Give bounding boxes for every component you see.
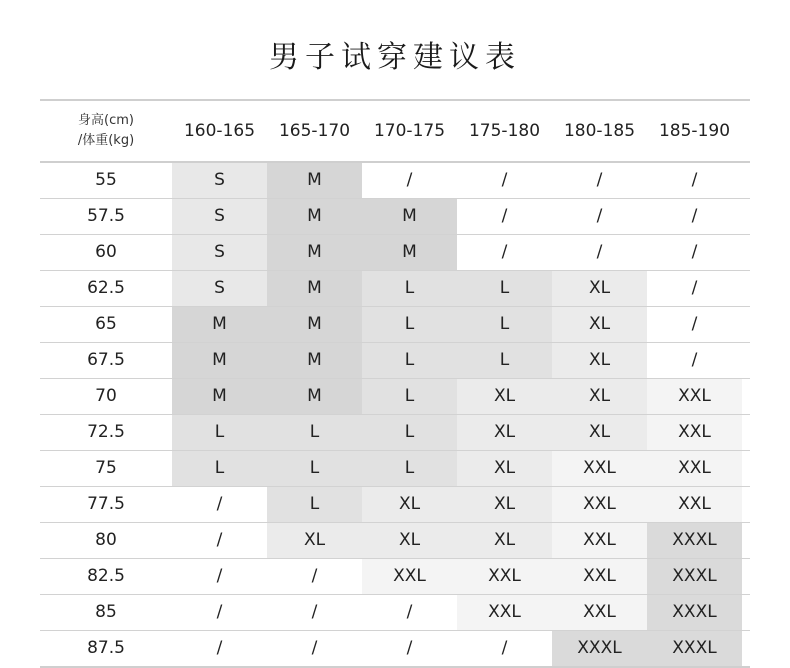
- size-cell: XXL: [552, 595, 647, 630]
- table-row: [40, 559, 750, 595]
- size-cell: XL: [457, 523, 552, 558]
- weight-cell: 62.5: [87, 278, 125, 298]
- weight-cell: 72.5: [87, 422, 125, 442]
- size-cell: /: [647, 307, 742, 342]
- table-body: [40, 163, 750, 668]
- size-cell: XXL: [457, 595, 552, 630]
- size-cell: M: [267, 271, 362, 306]
- size-cell: L: [267, 487, 362, 522]
- size-cell: L: [172, 415, 267, 450]
- size-cell: XL: [457, 379, 552, 414]
- size-cell: L: [362, 415, 457, 450]
- size-cell: M: [172, 379, 267, 414]
- size-cell: L: [172, 451, 267, 486]
- table-row: [40, 595, 750, 631]
- weight-cell: 65: [95, 314, 117, 334]
- size-cell: XL: [552, 379, 647, 414]
- size-cell: /: [172, 631, 267, 666]
- size-cell: /: [647, 343, 742, 378]
- size-cell: /: [552, 199, 647, 234]
- size-cell: XXL: [647, 379, 742, 414]
- size-cell: M: [267, 379, 362, 414]
- size-cell: XL: [552, 343, 647, 378]
- size-cell: L: [362, 307, 457, 342]
- page-title: 男子试穿建议表: [269, 40, 521, 75]
- size-cell: XL: [457, 451, 552, 486]
- size-cell: /: [647, 271, 742, 306]
- size-cell: /: [172, 559, 267, 594]
- table-row: [40, 163, 750, 199]
- height-header: 165-170: [278, 121, 351, 141]
- size-cell: L: [457, 271, 552, 306]
- table-row: [40, 487, 750, 523]
- size-cell: L: [362, 379, 457, 414]
- corner-header: [40, 111, 172, 151]
- size-cell: /: [267, 559, 362, 594]
- size-cell: XXL: [552, 451, 647, 486]
- size-cell: /: [457, 235, 552, 270]
- size-cell: /: [172, 595, 267, 630]
- size-cell: /: [267, 595, 362, 630]
- size-cell: M: [267, 163, 362, 198]
- size-cell: S: [172, 199, 267, 234]
- size-cell: M: [267, 343, 362, 378]
- weight-cell: 77.5: [87, 494, 125, 514]
- size-cell: /: [362, 595, 457, 630]
- table-row: [40, 415, 750, 451]
- size-cell: /: [172, 487, 267, 522]
- size-cell: L: [362, 451, 457, 486]
- size-cell: XL: [362, 487, 457, 522]
- weight-cell: 85: [95, 602, 117, 622]
- size-cell: /: [267, 631, 362, 666]
- size-table: [40, 99, 750, 668]
- size-cell: M: [172, 307, 267, 342]
- weight-cell: 87.5: [87, 638, 125, 658]
- size-cell: XXXL: [647, 595, 742, 630]
- size-cell: XL: [457, 487, 552, 522]
- height-header: 175-180: [468, 121, 541, 141]
- size-cell: XXL: [647, 415, 742, 450]
- size-cell: M: [362, 235, 457, 270]
- size-cell: L: [362, 271, 457, 306]
- size-cell: M: [362, 199, 457, 234]
- size-cell: XL: [457, 415, 552, 450]
- size-cell: L: [267, 415, 362, 450]
- size-cell: L: [267, 451, 362, 486]
- size-cell: XXXL: [647, 523, 742, 558]
- height-header: 185-190: [658, 121, 731, 141]
- size-cell: S: [172, 163, 267, 198]
- size-cell: XXL: [552, 559, 647, 594]
- size-cell: /: [362, 631, 457, 666]
- size-cell: L: [457, 343, 552, 378]
- table-row: [40, 523, 750, 559]
- table-row: [40, 199, 750, 235]
- size-cell: /: [647, 163, 742, 198]
- size-cell: XL: [552, 415, 647, 450]
- size-cell: XL: [552, 307, 647, 342]
- size-cell: /: [457, 163, 552, 198]
- size-cell: /: [552, 235, 647, 270]
- table-row: [40, 307, 750, 343]
- size-cell: XXXL: [647, 631, 742, 666]
- weight-cell: 80: [95, 530, 117, 550]
- table-row: [40, 271, 750, 307]
- size-cell: XXXL: [552, 631, 647, 666]
- size-cell: XXL: [647, 451, 742, 486]
- weight-cell: 55: [95, 170, 117, 190]
- table-row: [40, 235, 750, 271]
- table-row: [40, 343, 750, 379]
- size-cell: XXL: [552, 487, 647, 522]
- size-cell: /: [172, 523, 267, 558]
- size-cell: L: [457, 307, 552, 342]
- size-cell: /: [647, 235, 742, 270]
- size-cell: M: [267, 307, 362, 342]
- weight-cell: 67.5: [87, 350, 125, 370]
- size-cell: S: [172, 235, 267, 270]
- size-cell: /: [457, 199, 552, 234]
- size-cell: XXL: [362, 559, 457, 594]
- weight-cell: 60: [95, 242, 117, 262]
- size-cell: XXL: [647, 487, 742, 522]
- size-cell: M: [267, 199, 362, 234]
- size-cell: /: [552, 163, 647, 198]
- height-header: 170-175: [373, 121, 446, 141]
- size-cell: XXL: [457, 559, 552, 594]
- size-cell: XXXL: [647, 559, 742, 594]
- size-cell: /: [362, 163, 457, 198]
- size-cell: M: [172, 343, 267, 378]
- weight-cell: 70: [95, 386, 117, 406]
- table-row: [40, 451, 750, 487]
- table-row: [40, 631, 750, 668]
- size-cell: L: [362, 343, 457, 378]
- height-header: 160-165: [183, 121, 256, 141]
- size-cell: /: [457, 631, 552, 666]
- height-header: 180-185: [563, 121, 636, 141]
- table-row: [40, 379, 750, 415]
- weight-cell: 57.5: [87, 206, 125, 226]
- size-cell: M: [267, 235, 362, 270]
- weight-cell: 75: [95, 458, 117, 478]
- weight-cell: 82.5: [87, 566, 125, 586]
- size-cell: /: [647, 199, 742, 234]
- corner-height-label: 身高(cm): [78, 113, 134, 128]
- corner-weight-label: /体重(kg): [77, 133, 135, 148]
- table-header: [40, 99, 750, 163]
- size-cell: XXL: [552, 523, 647, 558]
- size-cell: XL: [267, 523, 362, 558]
- size-cell: XL: [552, 271, 647, 306]
- size-cell: XL: [362, 523, 457, 558]
- size-cell: S: [172, 271, 267, 306]
